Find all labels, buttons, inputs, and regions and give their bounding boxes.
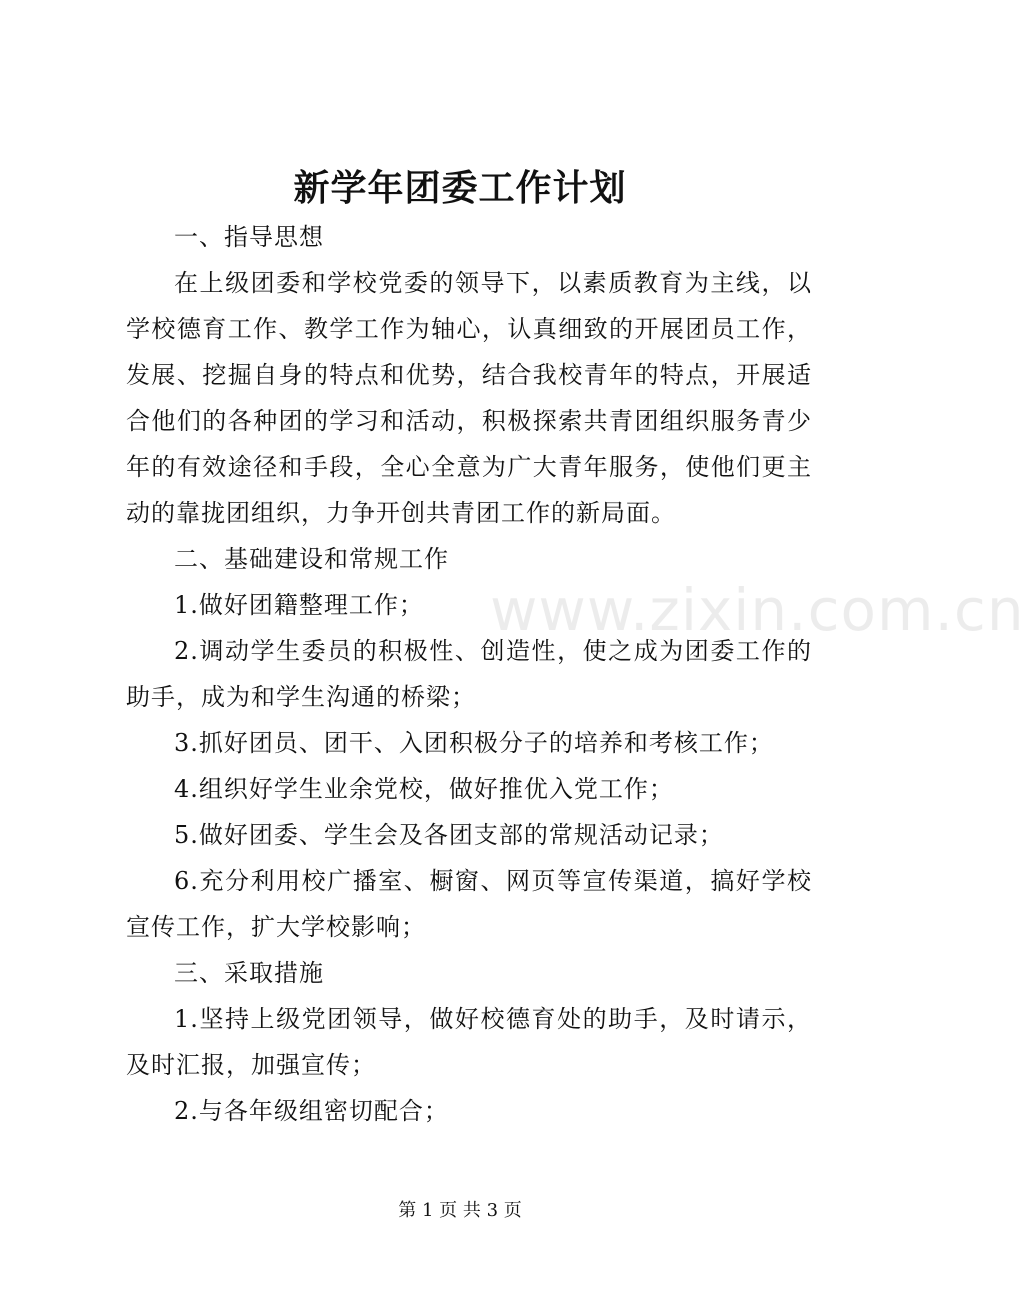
paragraph-guiding-ideology: 在上级团委和学校党委的领导下，以素质教育为主线，以学校德育工作、教学工作为轴心，认真细致的开展团员工作，发展、挖掘自身的特点和优势，结合我校青年的特点，开展适合他们的各种团的学习和活动，积极探索共青团组织服务青少年的有效途径和手段，全心全意为广大青年服务，使他们更主动的靠拢团组织，力争开创共青团工作的新局面。 — [126, 269, 812, 527]
list-item-basic-5: 5.做好团委、学生会及各团支部的常规活动记录； — [174, 821, 724, 849]
list-item-measures-1: 1.坚持上级党团领导，做好校德育处的助手，及时请示，及时汇报，加强宣传； — [126, 1005, 812, 1079]
section-heading-measures: 三、采取措施 — [174, 959, 324, 987]
section-heading-basic-work: 二、基础建设和常规工作 — [174, 545, 449, 573]
list-item-basic-3: 3.抓好团员、团干、入团积极分子的培养和考核工作； — [174, 729, 774, 757]
page-footer: 第 1 页 共 3 页 — [398, 1200, 522, 1221]
section-heading-guiding-ideology: 一、指导思想 — [174, 223, 324, 251]
list-item-basic-4: 4.组织好学生业余党校，做好推优入党工作； — [174, 775, 674, 803]
watermark: www.zixin.com.cn — [490, 576, 1025, 644]
list-item-basic-6: 6.充分利用校广播室、橱窗、网页等宣传渠道，搞好学校宣传工作，扩大学校影响； — [126, 867, 812, 941]
list-item-basic-2: 2.调动学生委员的积极性、创造性，使之成为团委工作的助手，成为和学生沟通的桥梁； — [126, 637, 812, 711]
document-title: 新学年团委工作计划 — [293, 167, 627, 209]
list-item-basic-1: 1.做好团籍整理工作； — [174, 591, 424, 619]
list-item-measures-2: 2.与各年级组密切配合； — [174, 1097, 449, 1125]
document-body — [126, 214, 812, 1134]
